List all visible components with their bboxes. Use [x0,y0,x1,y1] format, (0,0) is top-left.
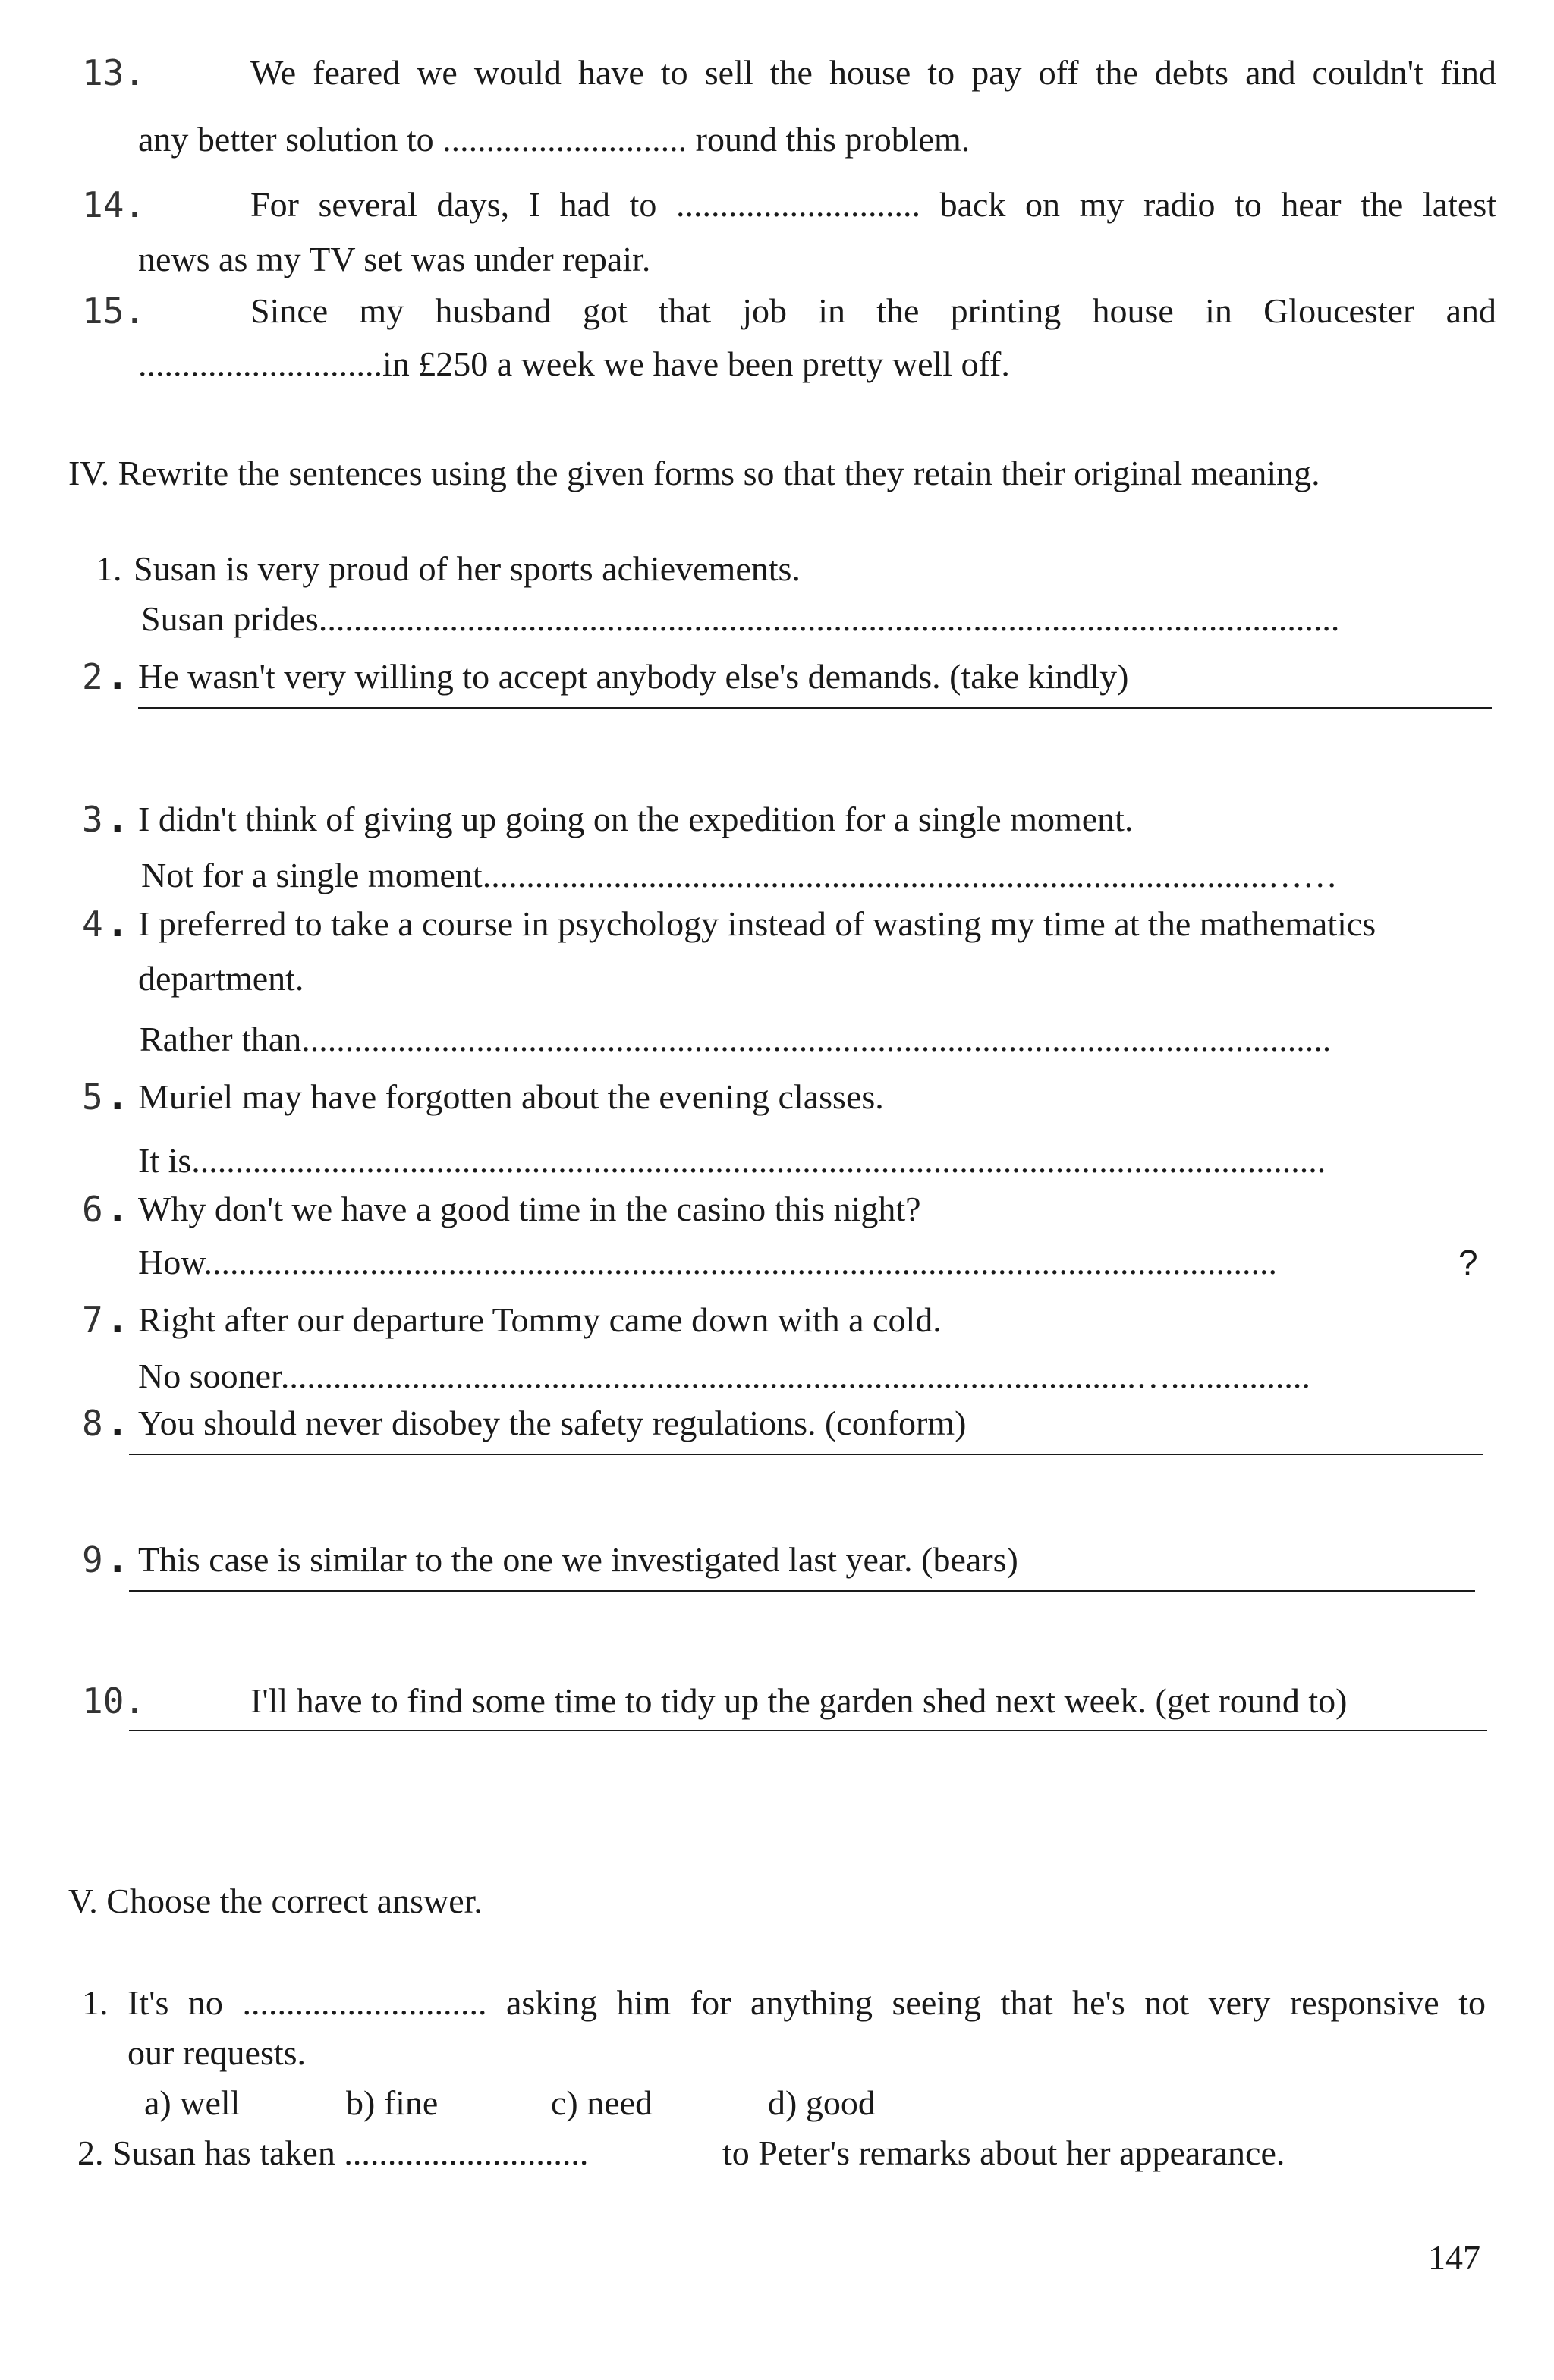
s4-item-8-sentence: You should never disobey the safety regulations. (conform) [138,1404,967,1442]
item-14-number: 14. [82,184,146,225]
s4-item-3-dot: . [111,799,124,840]
s4-item-3-prompt: Not for a single moment..........................................................................................…… [141,856,1338,894]
s4-item-9-number: 9 [82,1539,103,1580]
s4-item-8-answer-line [129,1454,1483,1455]
s4-item-6-dot: . [111,1189,124,1230]
s5-q1-option-b: b) fine [346,2083,439,2122]
s4-item-7-dot: . [111,1300,124,1341]
s4-item-4-prompt: Rather than...................................................................................................................... [140,1020,1332,1058]
s4-item-5-prompt: It is.................................................................................................................................. [138,1141,1326,1180]
s4-item-7-number: 7 [82,1300,103,1341]
s5-q1-line1: 1. It's no ............................ asking him for anything seeing that he's not very responsive to [82,1983,1486,2022]
s4-item-5-number: 5 [82,1077,103,1118]
s4-item-1-number: 1. [96,549,122,588]
s4-item-3-sentence: I didn't think of giving up going on the expedition for a single moment. [138,800,1134,838]
s5-q2-part2: to Peter's remarks about her appearance. [722,2133,1285,2172]
s4-item-9-dot: . [111,1539,124,1580]
s4-item-2-number: 2 [82,656,103,697]
s4-item-7-prompt: No sooner..................................................................................................…................ [138,1357,1310,1395]
s4-item-9-answer-line [129,1590,1475,1592]
s4-item-3-number: 3 [82,799,103,840]
s4-item-2-answer-line [138,707,1492,709]
item-13-line2: any better solution to ............................ round this problem. [138,120,970,159]
item-13-line1: We feared we would have to sell the house to pay off the debts and couldn't find [250,53,1496,92]
s4-item-4-sentence: I preferred to take a course in psychology instead of wasting my time at the mathematics [138,904,1376,943]
s4-item-6-sentence: Why don't we have a good time in the casino this night? [138,1190,921,1228]
s4-item-6-question-mark: ? [1458,1243,1478,1282]
s4-item-9-sentence: This case is similar to the one we investigated last year. (bears) [138,1540,1018,1579]
s5-q1-option-d: d) good [768,2083,876,2122]
s4-item-10-sentence: I'll have to find some time to tidy up the garden shed next week. (get round to) [250,1681,1348,1720]
s4-item-10-number: 10. [82,1680,146,1721]
s4-item-1-prompt: Susan prides..................................................................................................................... [141,599,1340,638]
s4-item-4-dot: . [111,904,124,945]
item-15-number: 15. [82,291,146,332]
s4-item-6-number: 6 [82,1189,103,1230]
s5-q1-option-c: c) need [551,2083,653,2122]
item-15-line2: ............................in £250 a week we have been pretty well off. [138,344,1010,383]
s4-item-4-number: 4 [82,904,103,945]
s4-item-10-answer-line [129,1730,1487,1731]
s4-item-2-dot: . [111,656,124,697]
section-4-heading: IV. Rewrite the sentences using the given forms so that they retain their original meaning. [68,454,1320,492]
s4-item-7-sentence: Right after our departure Tommy came down with a cold. [138,1300,942,1339]
s4-item-5-sentence: Muriel may have forgotten about the evening classes. [138,1077,884,1116]
section-5-heading: V. Choose the correct answer. [68,1882,483,1920]
s5-q1-line2: our requests. [127,2033,307,2072]
s4-item-4-sentence-cont: department. [138,959,304,998]
s4-item-1-sentence: Susan is very proud of her sports achievements. [134,549,801,588]
s5-q1-option-a: a) well [144,2083,241,2122]
item-13-number: 13. [82,52,146,93]
item-14-line1: For several days, I had to ............................ back on my radio to hear the latest [250,185,1496,224]
s4-item-2-sentence: He wasn't very willing to accept anybody else's demands. (take kindly) [138,657,1129,696]
s4-item-5-dot: . [111,1077,124,1118]
s4-item-8-number: 8 [82,1403,103,1444]
item-15-line1: Since my husband got that job in the printing house in Gloucester and [250,291,1496,330]
s5-q2-part1: 2. Susan has taken ............................ [77,2133,589,2172]
page-number: 147 [1428,2238,1480,2277]
item-14-line2: news as my TV set was under repair. [138,240,651,278]
s4-item-6-prompt: How........................................................................................................................... [138,1243,1277,1281]
s4-item-8-dot: . [111,1403,124,1444]
